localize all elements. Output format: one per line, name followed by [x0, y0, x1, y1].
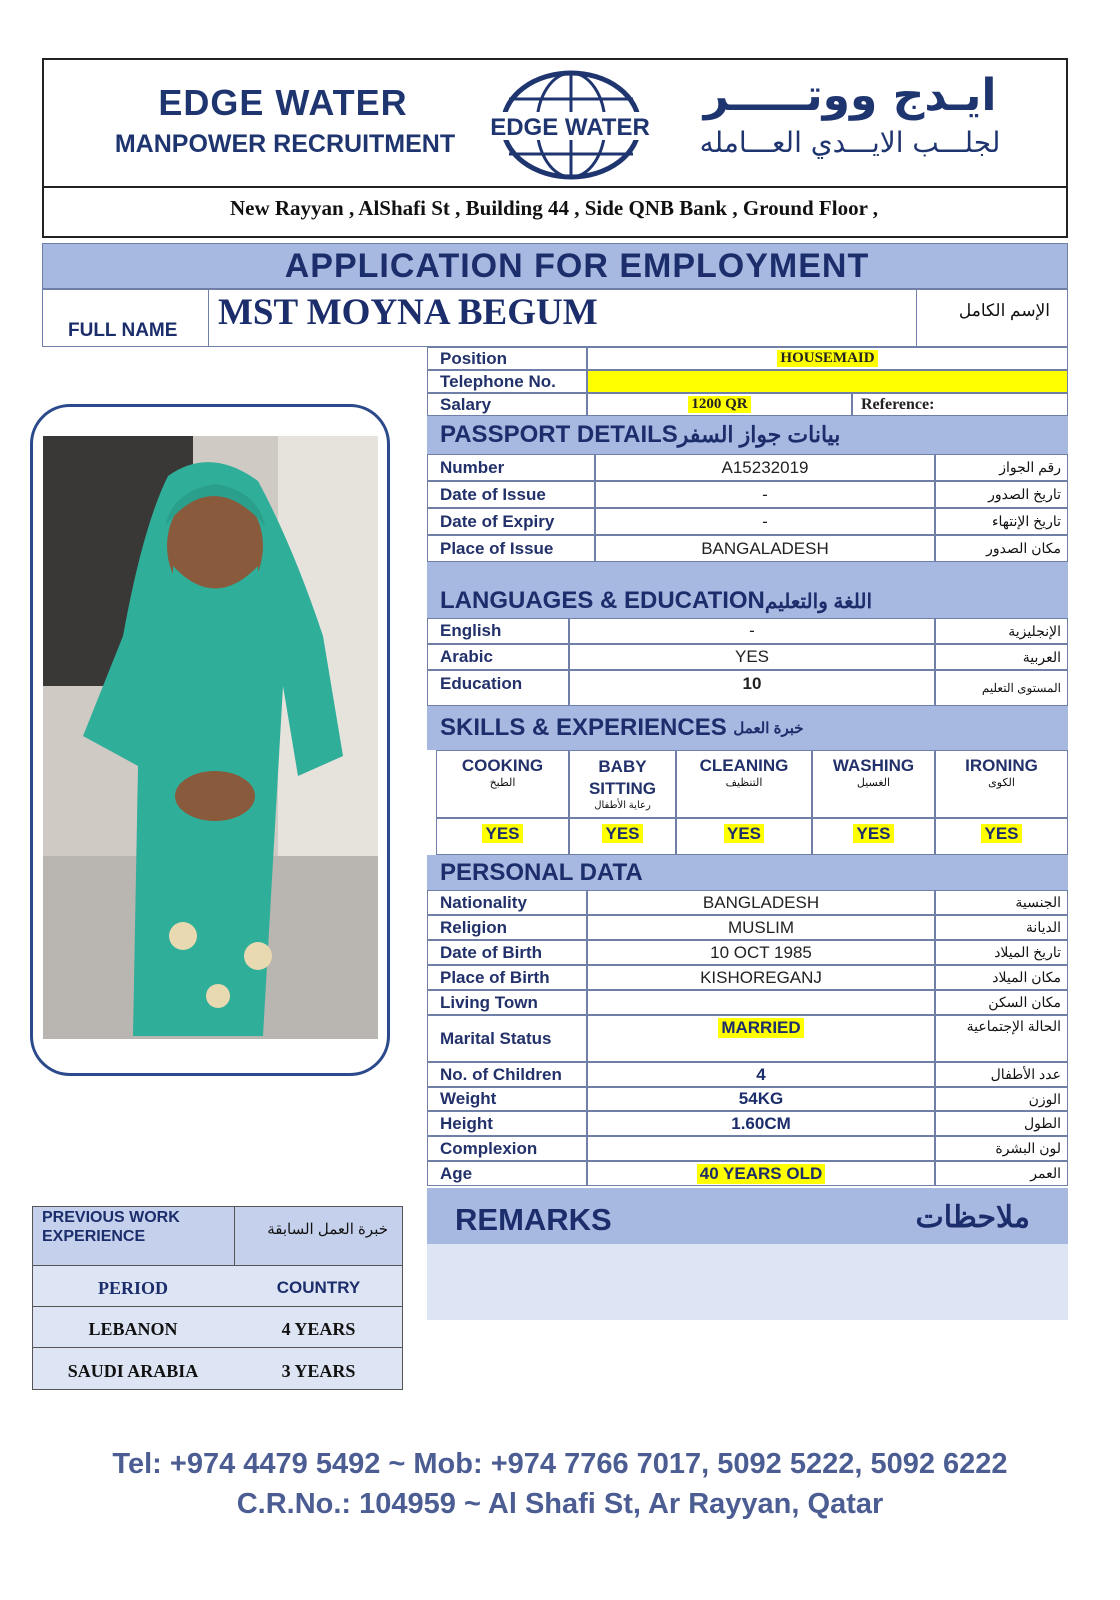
skill-ironing-value: YES: [981, 824, 1021, 843]
company-subtitle: MANPOWER RECRUITMENT: [114, 130, 456, 158]
languages-title: LANGUAGES & EDUCATION: [440, 587, 765, 614]
skill-babysitting: [569, 750, 676, 818]
applicant-photo: [43, 436, 378, 1039]
passport-number-label: Number: [427, 454, 595, 481]
full-name-label: FULL NAME: [68, 320, 178, 341]
place-of-issue-arabic: مكان الصدور: [935, 535, 1068, 562]
religion-value: MUSLIM: [587, 915, 935, 940]
issue-date-label: Date of Issue: [427, 481, 595, 508]
skill-washing-value: YES: [853, 824, 893, 843]
footer-contact: Tel: +974 4479 5492 ~ Mob: +974 7766 7017, 5092 5222, 5092 6222: [112, 1448, 1008, 1480]
skill-cooking: [436, 750, 569, 818]
place-of-birth-value: KISHOREGANJ: [587, 965, 935, 990]
skill-babysitting-cell: [569, 818, 676, 855]
nationality-label: Nationality: [427, 890, 587, 915]
remarks-body: [427, 1244, 1068, 1320]
country-header: COUNTRY: [276, 1278, 361, 1297]
position-value: HOUSEMAID: [777, 350, 877, 367]
place-of-issue-value: BANGALADESH: [595, 535, 935, 562]
issue-date-arabic: تاريخ الصدور: [935, 481, 1068, 508]
expiry-date-value: -: [595, 508, 935, 535]
arabic-value: YES: [569, 644, 935, 670]
arabic-label: Arabic: [427, 644, 569, 670]
weight-arabic: الوزن: [935, 1087, 1068, 1111]
skill-babysitting-name: BABY SITTING: [588, 757, 657, 798]
children-arabic: عدد الأطفال: [935, 1062, 1068, 1087]
expiry-date-label: Date of Expiry: [427, 508, 595, 535]
nationality-value: BANGLADESH: [587, 890, 935, 915]
skills-title: SKILLS & EXPERIENCES: [440, 714, 727, 741]
salary-cell: [587, 393, 852, 416]
english-arabic: الإنجليزية: [935, 618, 1068, 644]
living-town-value: [587, 990, 935, 1015]
age-cell: [587, 1161, 935, 1186]
previous-work-country-2: 3 YEARS: [281, 1361, 356, 1381]
skill-babysitting-arabic: رعاية الأطفال: [594, 800, 651, 811]
expiry-date-arabic: تاريخ الإنتهاء: [935, 508, 1068, 535]
issue-date-value: -: [595, 481, 935, 508]
skill-cleaning-cell: [676, 818, 812, 855]
religion-label: Religion: [427, 915, 587, 940]
complexion-label: Complexion: [427, 1136, 587, 1161]
skill-cleaning: [676, 750, 812, 818]
passport-title: PASSPORT DETAILS: [440, 421, 678, 448]
dob-arabic: تاريخ الميلاد: [935, 940, 1068, 965]
marital-status-cell: [587, 1015, 935, 1062]
age-label: Age: [427, 1161, 587, 1186]
full-name-value: MST MOYNA BEGUM: [218, 292, 598, 333]
position-label: Position: [427, 347, 587, 370]
logo-text: EDGE WATER: [490, 114, 650, 141]
skill-ironing-name: IRONING: [965, 756, 1038, 775]
position-cell: [587, 347, 1068, 370]
weight-value: 54KG: [587, 1087, 935, 1111]
form-title: APPLICATION FOR EMPLOYMENT: [284, 247, 870, 285]
telephone-value: [587, 370, 1068, 393]
skill-washing: [812, 750, 935, 818]
skill-babysitting-value: YES: [602, 824, 642, 843]
skill-cooking-value: YES: [482, 824, 522, 843]
height-arabic: الطول: [935, 1111, 1068, 1136]
reference-label: Reference:: [852, 393, 1068, 416]
skill-cooking-cell: [436, 818, 569, 855]
footer-address: C.R.No.: 104959 ~ Al Shafi St, Ar Rayyan, Qatar: [236, 1488, 884, 1520]
passport-number-value: A15232019: [595, 454, 935, 481]
skill-cooking-name: COOKING: [461, 756, 544, 775]
complexion-value: [587, 1136, 935, 1161]
skill-cleaning-name: CLEANING: [699, 756, 789, 775]
company-name: EDGE WATER: [158, 82, 408, 123]
living-town-label: Living Town: [427, 990, 587, 1015]
age-arabic: العمر: [935, 1161, 1068, 1186]
skill-ironing-cell: [935, 818, 1068, 855]
passport-title-arabic: بيانات جواز السفر: [677, 422, 841, 447]
marital-status-arabic: الحالة الإجتماعية: [935, 1015, 1068, 1062]
person-photo-icon: [43, 436, 378, 1039]
religion-arabic: الديانة: [935, 915, 1068, 940]
skill-washing-cell: [812, 818, 935, 855]
full-name-arabic: الإسم الكامل: [958, 301, 1050, 320]
dob-value: 10 OCT 1985: [587, 940, 935, 965]
english-value: -: [569, 618, 935, 644]
salary-label: Salary: [427, 393, 587, 416]
skill-washing-arabic: الغسيل: [856, 777, 891, 789]
personal-title: PERSONAL DATA: [440, 858, 643, 886]
dob-label: Date of Birth: [427, 940, 587, 965]
passport-number-arabic: رقم الجواز: [935, 454, 1068, 481]
children-label: No. of Children: [427, 1062, 587, 1087]
remarks-title: REMARKS: [455, 1202, 612, 1237]
previous-work-country-1: 4 YEARS: [281, 1319, 356, 1339]
languages-title-arabic: اللغة والتعليم: [764, 590, 873, 613]
nationality-arabic: الجنسية: [935, 890, 1068, 915]
previous-work-period-2: SAUDI ARABIA: [67, 1361, 199, 1381]
remarks-title-arabic: ملاحظات: [915, 1201, 1030, 1234]
previous-work-title-arabic: خبرة العمل السابقة: [267, 1221, 388, 1238]
salary-value: 1200 QR: [688, 396, 750, 413]
height-label: Height: [427, 1111, 587, 1136]
place-of-birth-label: Place of Birth: [427, 965, 587, 990]
place-of-issue-label: Place of Issue: [427, 535, 595, 562]
previous-work-title: PREVIOUS WORK EXPERIENCE: [42, 1209, 180, 1245]
address: New Rayyan , AlShafi St , Building 44 , Side QNB Bank , Ground Floor ,: [229, 196, 879, 220]
languages-header: [427, 562, 1068, 618]
skill-cleaning-arabic: التنظيف: [725, 777, 763, 789]
skill-washing-name: WASHING: [832, 756, 915, 775]
passport-header: [427, 416, 1068, 454]
full-name-divider: [208, 289, 209, 347]
arabic-company-name: ايـدج ووتـــــر: [703, 70, 997, 121]
skills-header: [427, 706, 1068, 750]
education-value: 10: [569, 670, 935, 706]
arabic-company-subtitle: لجلـــب الايـــدي العـــامله: [699, 126, 1001, 159]
arabic-arabic: العربية: [935, 644, 1068, 670]
skill-cleaning-value: YES: [724, 824, 764, 843]
children-value: 4: [587, 1062, 935, 1087]
education-arabic: المستوى التعليم: [935, 670, 1068, 706]
height-value: 1.60CM: [587, 1111, 935, 1136]
living-town-arabic: مكان السكن: [935, 990, 1068, 1015]
place-of-birth-arabic: مكان الميلاد: [935, 965, 1068, 990]
skill-ironing: [935, 750, 1068, 818]
skills-title-arabic: خبرة العمل: [733, 720, 804, 737]
marital-status-value: MARRIED: [718, 1018, 803, 1038]
telephone-label: Telephone No.: [427, 370, 587, 393]
skill-cooking-arabic: الطبخ: [489, 777, 516, 789]
period-header: PERIOD: [97, 1278, 168, 1298]
weight-label: Weight: [427, 1087, 587, 1111]
english-label: English: [427, 618, 569, 644]
marital-status-label: Marital Status: [427, 1015, 587, 1062]
skill-ironing-arabic: الكوى: [988, 777, 1015, 789]
education-label: Education: [427, 670, 569, 706]
age-value: 40 YEARS OLD: [697, 1164, 826, 1184]
full-name-divider-right: [916, 289, 917, 347]
complexion-arabic: لون البشرة: [935, 1136, 1068, 1161]
previous-work-period-1: LEBANON: [88, 1319, 178, 1339]
personal-header: [427, 855, 1068, 890]
